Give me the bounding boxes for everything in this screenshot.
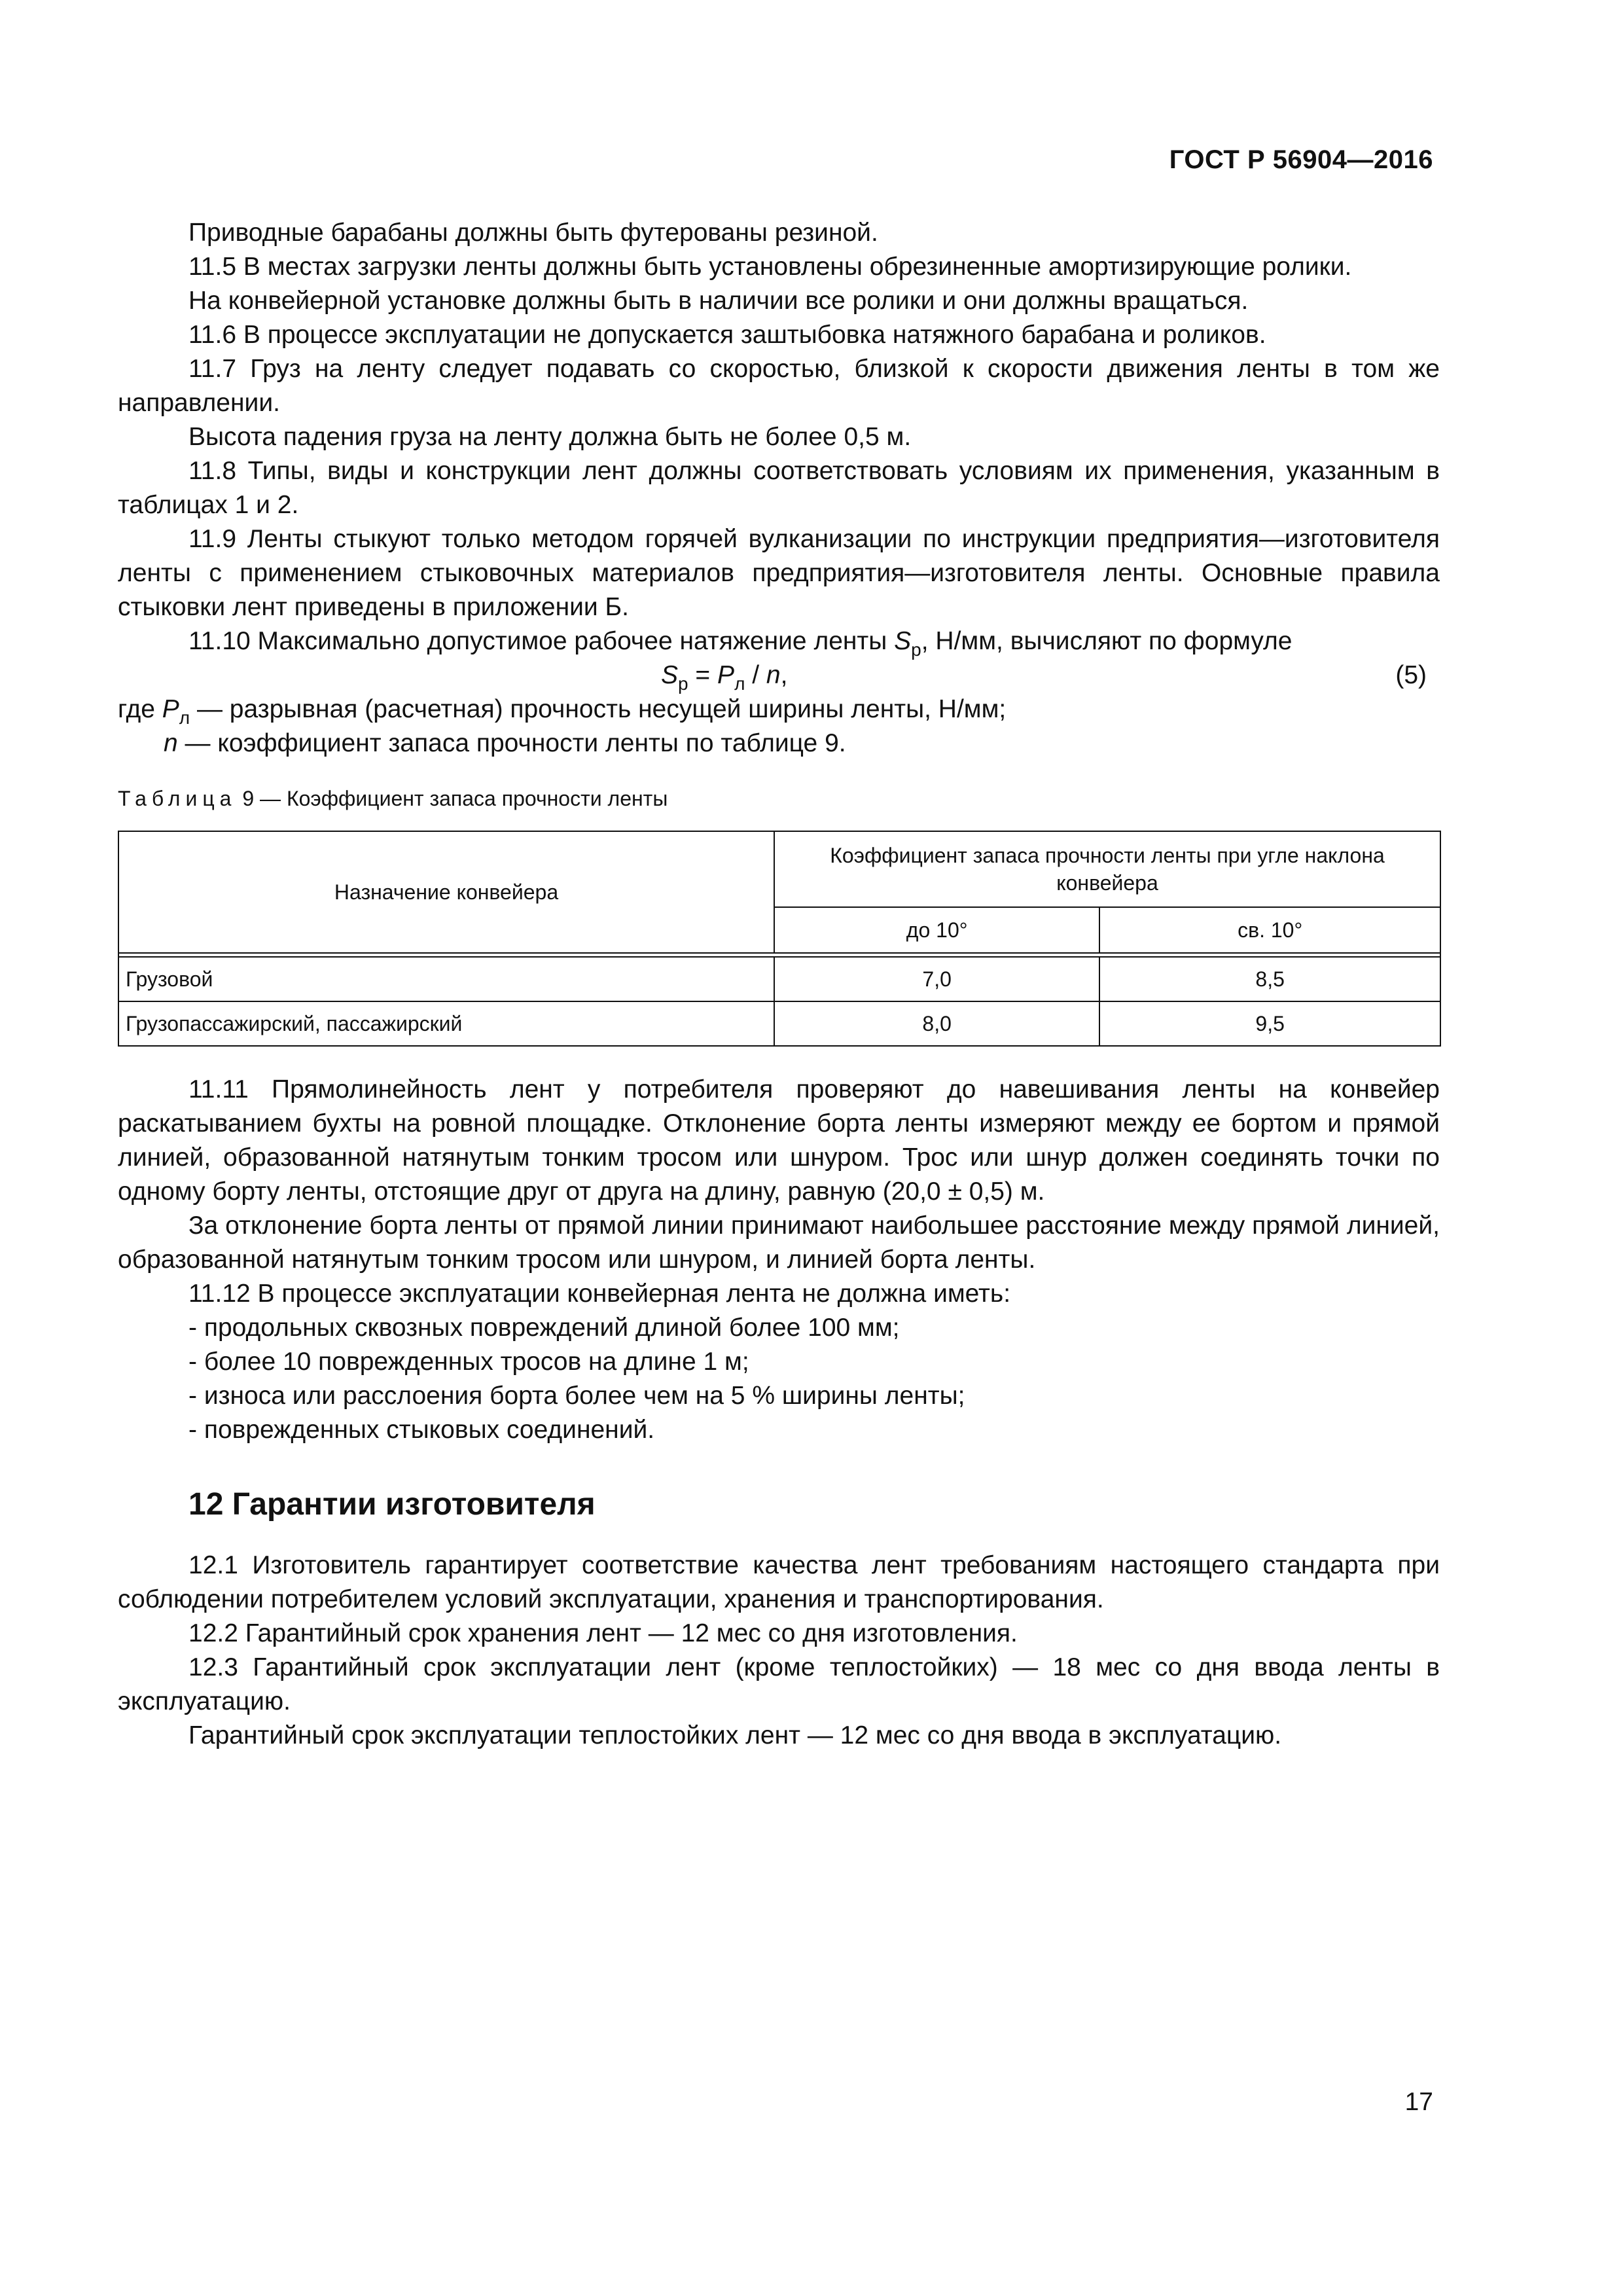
table-header-purpose: Назначение конвейера bbox=[118, 831, 774, 953]
paragraph: Приводные барабаны должны быть футерованы резиной. bbox=[188, 219, 878, 247]
paragraph: За отклонение борта ленты от прямой линии принимают наибольшее расстояние между прямой линией, образованной натянутым тонким тросом или шнуром, и линией борта ленты. bbox=[118, 1211, 1440, 1274]
formula: $S_р = P_л / n$, bbox=[661, 661, 788, 694]
paragraph: 11.9 Ленты стыкуют только методом горячей вулканизации по инструкции предприятия—изготовителя ленты с применением стыковочных материалов предприятия—изготовителя ленты. Основные правила стыковки лент приведены в приложении Б. bbox=[118, 525, 1440, 621]
list-item: - более 10 поврежденных тросов на длине 1 м; bbox=[188, 1348, 749, 1376]
where-line-n: n — коэффициент запаса прочности ленты по таблице 9. bbox=[164, 729, 846, 757]
list-item: - продольных сквозных повреждений длиной более 100 мм; bbox=[188, 1314, 900, 1342]
table-caption: Таблица 9 — Коэффициент запаса прочности ленты bbox=[118, 787, 668, 810]
paragraph-11-10: 11.10 Максимально допустимое рабочее натяжение ленты $S_р$, Н/мм, вычисляют по формуле bbox=[188, 627, 1293, 660]
list-item: - поврежденных стыковых соединений. bbox=[188, 1416, 655, 1444]
table-subheader-up-to-10: до 10° bbox=[774, 907, 1099, 953]
paragraph: 12.1 Изготовитель гарантирует соответствие качества лент требованиям настоящего стандарта при соблюдении потребителем условий эксплуатации, хранения и транспортирования. bbox=[118, 1551, 1440, 1613]
table-row bbox=[118, 1001, 1440, 1046]
paragraph: 11.8 Типы, виды и конструкции лент должны соответствовать условиям их применения, указанным в таблицах 1 и 2. bbox=[118, 457, 1440, 519]
page-number: 17 bbox=[1404, 2088, 1433, 2116]
table-cell: 8,5 bbox=[1099, 957, 1440, 1001]
formula-row bbox=[118, 658, 1440, 692]
paragraph: 11.12 В процессе эксплуатации конвейерная лента не должна иметь: bbox=[188, 1280, 1011, 1308]
table-cell: Грузовой bbox=[118, 957, 774, 1001]
coefficient-table bbox=[118, 831, 1441, 1047]
document-header-id: ГОСТ Р 56904—2016 bbox=[1169, 145, 1433, 174]
table-header-coefficient: Коэффициент запаса прочности ленты при угле наклона конвейера bbox=[774, 831, 1440, 907]
paragraph: 11.11 Прямолинейность лент у потребителя проверяют до навешивания ленты на конвейер раскатыванием бухты на ровной площадке. Отклонение борта ленты измеряют между ее бортом и прямой линией, образованной натянутым тонким тросом или шнуром. Трос или шнур должен соединять точки по одному борту ленты, отстоящие друг от друга на длину, равную (20,0 ± 0,5) м. bbox=[118, 1075, 1440, 1206]
paragraph: 12.3 Гарантийный срок эксплуатации лент (кроме теплостойких) — 18 мес со дня ввода ленты в эксплуатацию. bbox=[118, 1653, 1440, 1715]
table-cell: Грузопассажирский, пассажирский bbox=[118, 1001, 774, 1046]
table-cell: 8,0 bbox=[774, 1001, 1099, 1046]
paragraph: Высота падения груза на ленту должна быть не более 0,5 м. bbox=[188, 423, 912, 451]
table-subheader-over-10: св. 10° bbox=[1099, 907, 1440, 953]
table-cell: 7,0 bbox=[774, 957, 1099, 1001]
paragraph: 12.2 Гарантийный срок хранения лент — 12 мес со дня изготовления. bbox=[188, 1619, 1018, 1647]
page-body bbox=[118, 216, 1440, 1753]
paragraph: На конвейерной установке должны быть в наличии все ролики и они должны вращаться. bbox=[188, 287, 1249, 315]
where-line-p: где $P_л$ — разрывная (расчетная) прочность несущей ширины ленты, Н/мм; bbox=[118, 695, 1007, 728]
paragraph: 11.5 В местах загрузки ленты должны быть установлены обрезиненные амортизирующие ролики. bbox=[188, 253, 1352, 281]
formula-number: (5) bbox=[1395, 661, 1427, 689]
section-heading: 12 Гарантии изготовителя bbox=[188, 1487, 596, 1522]
list-item: - износа или расслоения борта более чем на 5 % ширины ленты; bbox=[188, 1382, 965, 1410]
paragraph: 11.7 Груз на ленту следует подавать со скоростью, близкой к скорости движения ленты в том же направлении. bbox=[118, 355, 1440, 417]
table-cell: 9,5 bbox=[1099, 1001, 1440, 1046]
paragraph: Гарантийный срок эксплуатации теплостойких лент — 12 мес со дня ввода в эксплуатацию. bbox=[188, 1721, 1282, 1749]
paragraph: 11.6 В процессе эксплуатации не допускается заштыбовка натяжного барабана и роликов. bbox=[188, 321, 1266, 349]
table-row bbox=[118, 957, 1440, 1001]
